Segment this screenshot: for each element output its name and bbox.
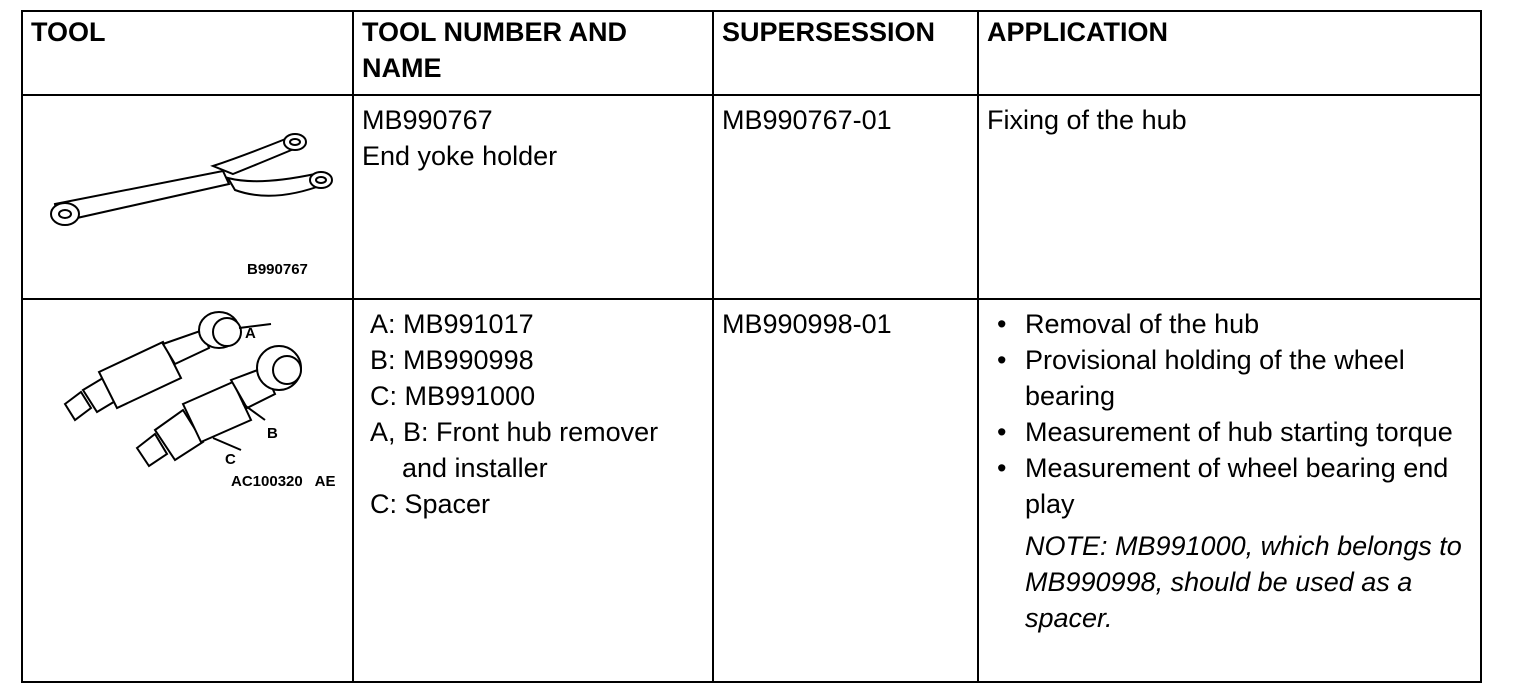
table-row [22, 95, 1481, 299]
application-cell [978, 299, 1481, 682]
header-supersession: SUPERSESSION [713, 11, 978, 95]
tool-number: MB990767 [362, 105, 493, 135]
header-application: APPLICATION [978, 11, 1481, 95]
note-text: NOTE: MB991000, which belongs to MB990998, should be used as a spacer. [1025, 531, 1462, 633]
callout-b: B [267, 425, 278, 442]
tool-illustration-cell [22, 95, 353, 299]
list-item: • Provisional holding of the wheel bearing [987, 342, 1472, 414]
tool-number-cell [353, 299, 713, 682]
table-header-row [22, 11, 1481, 95]
list-item: • Removal of the hub [987, 306, 1472, 342]
callout-c: C [225, 451, 236, 468]
bullet-icon: • [997, 309, 1007, 339]
tool-number-c: C: MB991000 [370, 381, 536, 411]
tool-name-ab-cont: and installer [402, 453, 548, 483]
callout-a: A [245, 325, 256, 342]
bullet-icon: • [997, 453, 1007, 483]
header-tool-number-and-name: TOOL NUMBER AND NAME [353, 11, 713, 95]
tool-number-b: B: MB990998 [370, 345, 534, 375]
figure-label: AC100320 AE [231, 473, 336, 490]
tool-name: End yoke holder [362, 141, 558, 171]
special-tools-table [21, 10, 1482, 683]
application-list [987, 306, 1472, 522]
tool-illustration-cell [22, 299, 353, 682]
bullet-icon: • [997, 345, 1007, 375]
front-hub-remover-illustration [43, 308, 353, 478]
table-row [22, 299, 1481, 682]
figure-label: B990767 [247, 261, 308, 278]
supersession-cell: MB990767-01 [713, 95, 978, 299]
header-tool: TOOL [22, 11, 353, 95]
tool-name-c: C: Spacer [370, 489, 491, 519]
tool-number-a: A: MB991017 [370, 309, 534, 339]
tool-name-ab: A, B: Front hub remover [370, 417, 659, 447]
application-cell: Fixing of the hub [978, 95, 1481, 299]
supersession-cell: MB990998-01 [713, 299, 978, 682]
list-item: • Measurement of hub starting torque [987, 414, 1472, 450]
end-yoke-holder-illustration [43, 126, 343, 256]
list-item: • Measurement of wheel bearing end play [987, 450, 1472, 522]
tool-number-cell [353, 95, 713, 299]
bullet-icon: • [997, 417, 1007, 447]
